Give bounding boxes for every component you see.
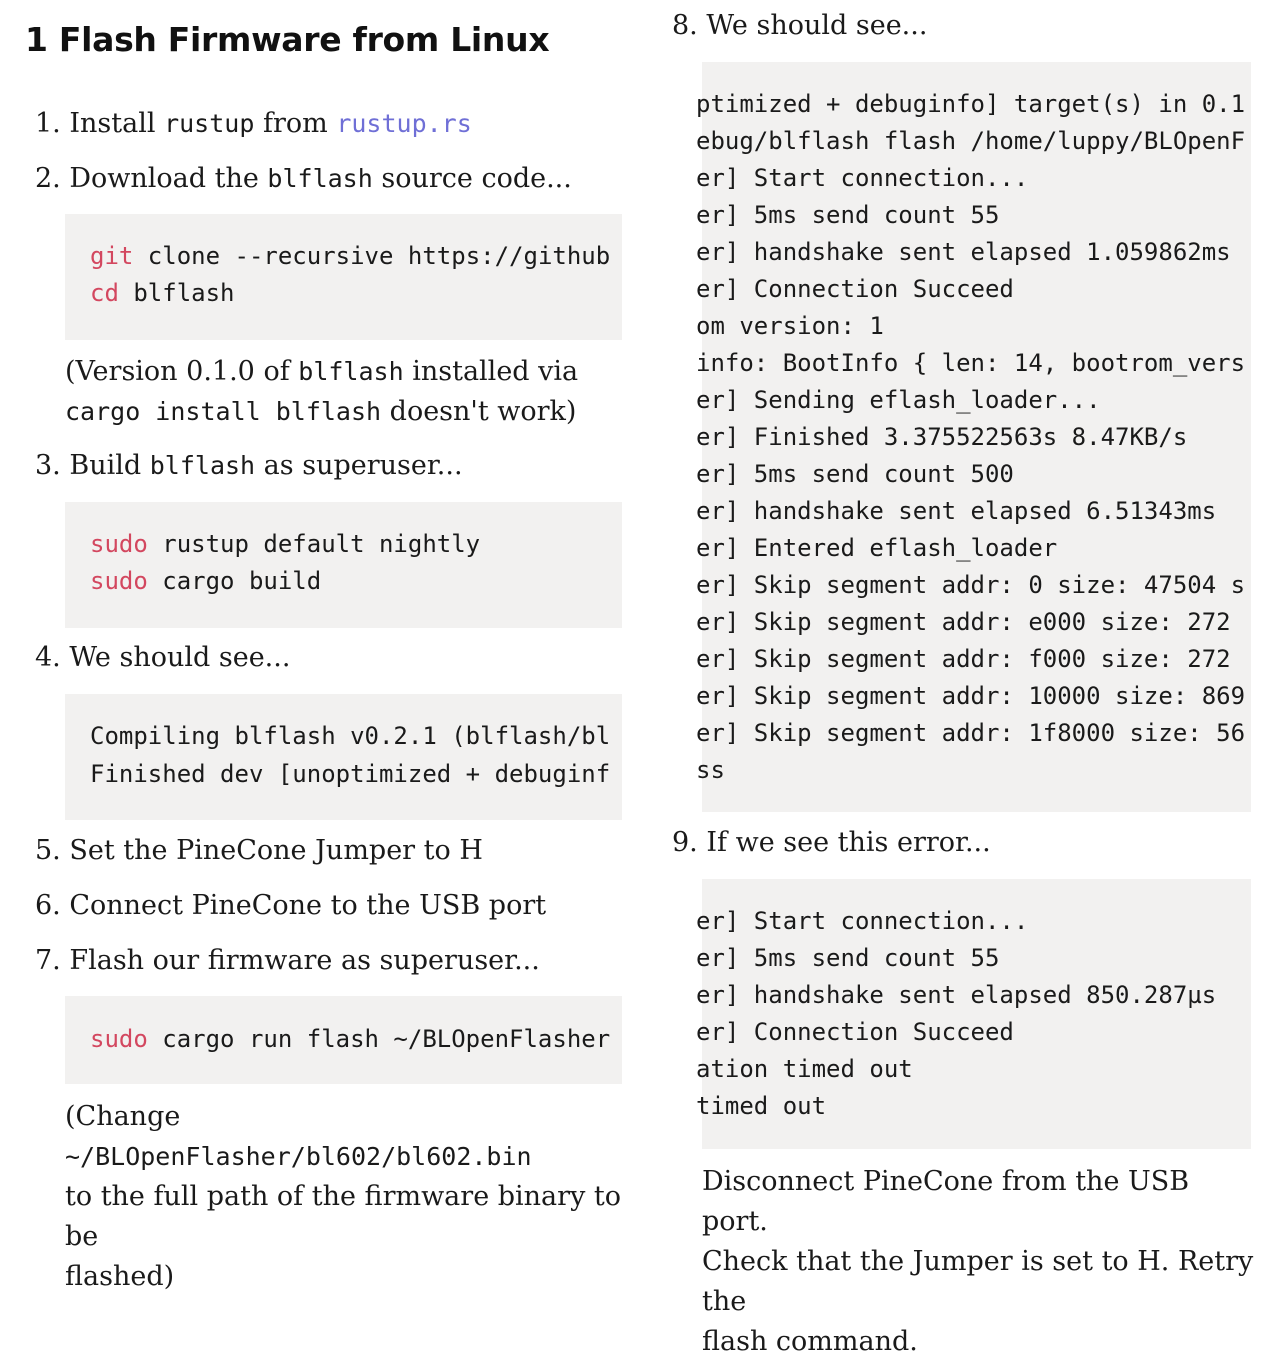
inline-code: blflash bbox=[149, 451, 256, 480]
step-6 bbox=[35, 890, 546, 921]
step-number: 4. bbox=[35, 642, 61, 673]
code-block-clone bbox=[65, 214, 622, 340]
step-text: Set the PineCone Jumper to H bbox=[69, 835, 483, 866]
code-line: er] 5ms send count 55 bbox=[696, 944, 1000, 972]
code-line: er] Sending eflash_loader... bbox=[696, 386, 1101, 414]
code-line: er] Start connection... bbox=[696, 164, 1029, 192]
inline-code: rustup bbox=[164, 109, 255, 138]
step-text: If we see this error... bbox=[706, 827, 991, 858]
code-line: er] Skip segment addr: f000 size: 272 bbox=[696, 645, 1231, 673]
code-line: er] Entered eflash_loader bbox=[696, 534, 1058, 562]
step-number: 9. bbox=[672, 827, 698, 858]
code-line: er] Skip segment addr: 10000 size: 869 bbox=[696, 682, 1246, 710]
code-line: cd blflash bbox=[90, 279, 235, 307]
left-column bbox=[0, 0, 640, 1292]
step-number: 1. bbox=[35, 108, 61, 139]
step-text: Install bbox=[69, 108, 165, 139]
code-line: er] Finished 3.375522563s 8.47KB/s bbox=[696, 423, 1188, 451]
step-9 bbox=[672, 827, 991, 858]
code-line: sudo cargo run flash ~/BLOpenFlasher bbox=[90, 1025, 611, 1053]
code-line: er] handshake sent elapsed 850.287µs bbox=[696, 981, 1217, 1009]
code-line: er] 5ms send count 500 bbox=[696, 460, 1014, 488]
code-line: Compiling blflash v0.2.1 (blflash/bl bbox=[90, 722, 611, 750]
step-number: 8. bbox=[672, 10, 698, 41]
step-2 bbox=[35, 163, 572, 194]
step-text: as superuser... bbox=[255, 450, 463, 481]
step-4 bbox=[35, 642, 290, 673]
step-8 bbox=[672, 10, 927, 41]
change-path-note: (Change ~/BLOpenFlasher/bl602/bl602.bin to the full path of the firmware binary to be flashed) bbox=[65, 1101, 622, 1292]
step-text: We should see... bbox=[69, 642, 291, 673]
code-line: er] Connection Succeed bbox=[696, 1018, 1014, 1046]
code-line: er] Start connection... bbox=[696, 907, 1029, 935]
code-line: ptimized + debuginfo] target(s) in 0.1 bbox=[696, 90, 1246, 118]
code-line: git clone --recursive https://github bbox=[90, 242, 611, 270]
step-7 bbox=[35, 945, 540, 976]
code-line: ation timed out bbox=[696, 1055, 913, 1083]
code-line: er] handshake sent elapsed 1.059862ms bbox=[696, 238, 1231, 266]
code-block-build bbox=[65, 502, 622, 628]
step-text: We should see... bbox=[706, 10, 928, 41]
step-number: 3. bbox=[35, 450, 61, 481]
code-line: er] handshake sent elapsed 6.51343ms bbox=[696, 497, 1217, 525]
code-block-error-output bbox=[696, 879, 1251, 1149]
step-number: 5. bbox=[35, 835, 61, 866]
step-text: Build bbox=[69, 450, 150, 481]
step-5 bbox=[35, 835, 483, 866]
step-text: from bbox=[254, 108, 337, 139]
code-line: er] Skip segment addr: 0 size: 47504 s bbox=[696, 571, 1246, 599]
code-line: sudo cargo build bbox=[90, 567, 322, 595]
code-line: er] Skip segment addr: e000 size: 272 bbox=[696, 608, 1231, 636]
step-text: Connect PineCone to the USB port bbox=[69, 890, 547, 921]
code-line: om version: 1 bbox=[696, 312, 884, 340]
error-instructions: Disconnect PineCone from the USB port. Check that the Jumper is set to H. Retry the flash command. bbox=[702, 1166, 1254, 1357]
step-text: Flash our firmware as superuser... bbox=[69, 945, 540, 976]
code-block-flash-output bbox=[696, 62, 1251, 812]
code-block-compile-output bbox=[65, 694, 622, 820]
version-note: (Version 0.1.0 of blflash installed via cargo install blflash doesn't work) bbox=[65, 356, 579, 427]
right-column bbox=[640, 0, 1280, 1357]
step-text: Download the bbox=[69, 163, 268, 194]
code-line: ss bbox=[696, 756, 725, 784]
step-text: source code... bbox=[372, 163, 572, 194]
step-number: 7. bbox=[35, 945, 61, 976]
code-line: sudo rustup default nightly bbox=[90, 530, 481, 558]
code-line: er] Skip segment addr: 1f8000 size: 56 bbox=[696, 719, 1246, 747]
code-line: Finished dev [unoptimized + debuginf bbox=[90, 760, 611, 788]
inline-code: blflash bbox=[267, 164, 373, 193]
code-block-flash bbox=[65, 996, 622, 1084]
code-line: ebug/blflash flash /home/luppy/BLOpenF bbox=[696, 127, 1246, 155]
code-line: info: BootInfo { len: 14, bootrom_vers bbox=[696, 349, 1246, 377]
code-line: er] Connection Succeed bbox=[696, 275, 1014, 303]
step-number: 2. bbox=[35, 163, 61, 194]
step-1 bbox=[35, 108, 472, 139]
step-number: 6. bbox=[35, 890, 61, 921]
page-title: 1 Flash Firmware from Linux bbox=[25, 20, 550, 59]
rustup-link[interactable]: rustup.rs bbox=[336, 109, 472, 138]
code-line: timed out bbox=[696, 1092, 827, 1120]
code-line: er] 5ms send count 55 bbox=[696, 201, 1000, 229]
step-3 bbox=[35, 450, 463, 481]
